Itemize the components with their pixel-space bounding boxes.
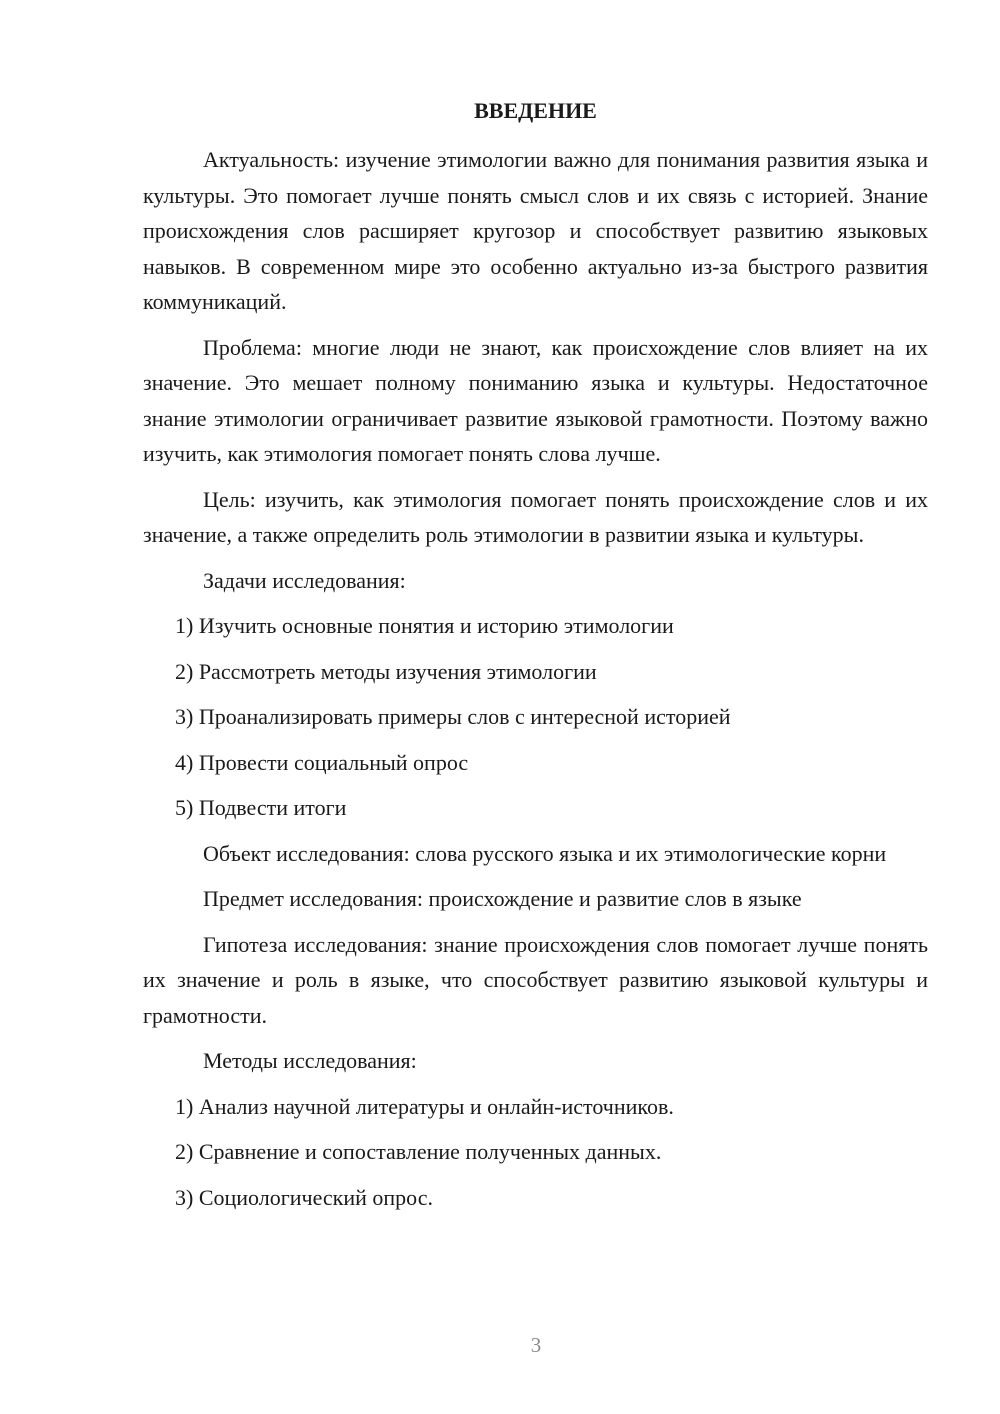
- task-item-1: 1) Изучить основные понятия и историю этимологии: [175, 613, 674, 638]
- page-title: ВВЕДЕНИЕ: [474, 98, 597, 123]
- method-item-2: 2) Сравнение и сопоставление полученных данных.: [175, 1139, 662, 1164]
- relevance-paragraph: Актуальность: изучение этимологии важно для понимания развития языка и культуры. Это помогает лучше понять смысл слов и их связь с историей. Знание происхождения слов расширяет кругозор и способствует развитию языковых навыков. В современном мире это особенно актуально из-за быстрого развития коммуникаций.: [143, 147, 928, 314]
- page-number: 3: [530, 1333, 542, 1357]
- method-item-1: 1) Анализ научной литературы и онлайн-источников.: [175, 1093, 674, 1119]
- method-item-3: 3) Социологический опрос.: [175, 1184, 433, 1210]
- task-item-2: 2) Рассмотреть методы изучения этимологии: [175, 658, 597, 684]
- task-item-4: 4) Провести социальный опрос: [175, 749, 469, 775]
- problem-paragraph: Проблема: многие люди не знают, как происхождение слов влияет на их значение. Это мешает полному пониманию языка и культуры. Недостаточное знание этимологии ограничивает развитие языковой грамотности. Поэтому важно изучить, как этимология помогает понять слова лучше.: [143, 334, 928, 466]
- goal-paragraph: Цель: изучить, как этимология помогает понять происхождение слов и их значение, а также определить роль этимологии в развитии языка и культуры.: [143, 486, 928, 547]
- task-item-3: 3) Проанализировать примеры слов с интересной историей: [175, 704, 731, 729]
- subject-paragraph: Предмет исследования: происхождение и развитие слов в языке: [203, 886, 802, 911]
- page-content: [143, 94, 928, 1225]
- task-item-5: 5) Подвести итоги: [175, 795, 347, 820]
- hypothesis-paragraph: Гипотеза исследования: знание происхождения слов помогает лучше понять их значение и роль в языке, что способствует развитию языковой культуры и грамотности.: [143, 931, 928, 1028]
- tasks-heading: Задачи исследования:: [203, 567, 406, 593]
- object-paragraph: Объект исследования: слова русского языка и их этимологические корни: [203, 840, 887, 866]
- methods-heading: Методы исследования:: [203, 1048, 417, 1073]
